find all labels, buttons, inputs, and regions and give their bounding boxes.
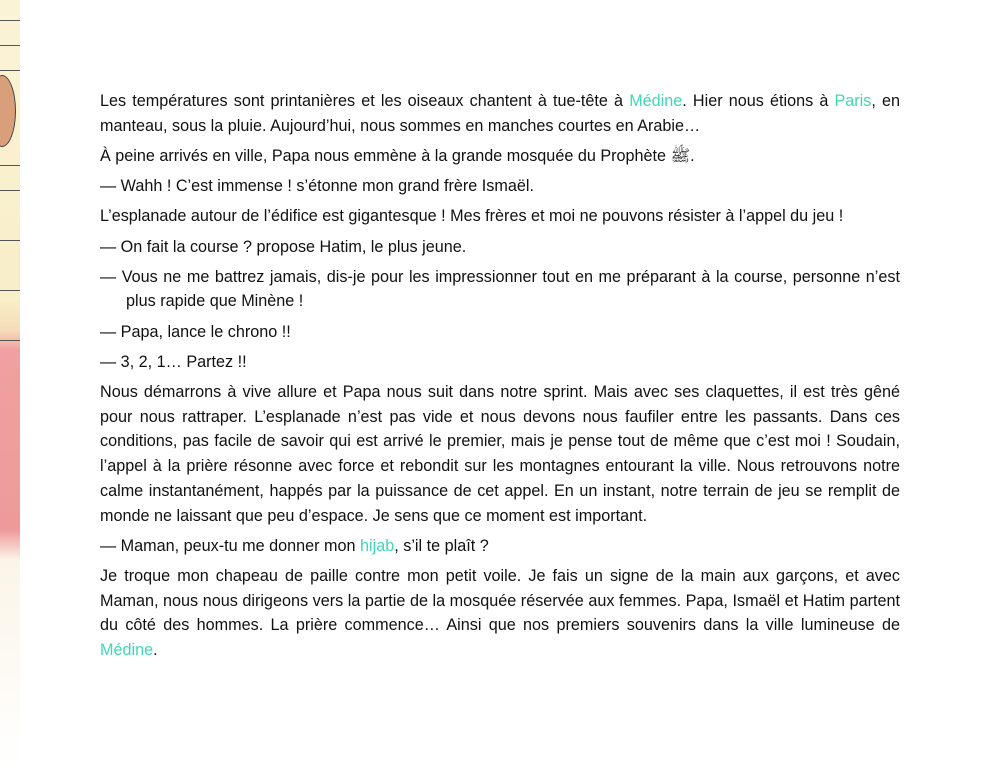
illustration-line <box>0 340 20 341</box>
paragraph <box>100 144 900 169</box>
paragraph <box>100 89 900 138</box>
illustration-line <box>0 70 20 71</box>
text-segment: . Hier nous étions à <box>682 92 835 110</box>
text-segment: — Wahh ! C’est immense ! s’étonne mon grand frère Ismaël. <box>100 177 534 196</box>
text-segment: Les températures sont printanières et les oiseaux chantent à tue-tête à <box>100 92 630 110</box>
text-segment: — On fait la course ? propose Hatim, le plus jeune. <box>100 237 467 256</box>
paragraph <box>100 265 900 314</box>
paragraph <box>100 350 900 375</box>
illustration-line <box>0 165 20 166</box>
paragraph <box>100 564 900 663</box>
text-segment: — Maman, peux-tu me donner mon <box>100 536 361 555</box>
illustration-line <box>0 190 20 191</box>
text-segment: , s’il te plaît ? <box>394 536 489 555</box>
paragraph <box>100 380 900 528</box>
text-segment: , en manteau, sous la pluie. Aujourd’hui, nous sommes en manches courtes en Arabie… <box>100 92 901 135</box>
illustration-line <box>0 45 20 46</box>
paragraph <box>100 235 900 260</box>
illustration-line <box>0 20 20 21</box>
text-segment: — Vous ne me battrez jamais, dis-je pour les impressionner tout en me préparant à la course, personne n’est plus rapide que Minène ! <box>100 267 900 311</box>
highlighted-word: Médine <box>629 92 683 110</box>
text-segment: . <box>153 641 158 660</box>
highlighted-word: hijab <box>360 536 395 555</box>
paragraph <box>100 204 900 229</box>
paragraph <box>100 534 900 559</box>
text-segment: — Papa, lance le chrono !! <box>100 322 291 341</box>
text-segment: Je troque mon chapeau de paille contre mon petit voile. Je fais un signe de la main aux garçons, et avec Maman, nous nous dirigeons vers la partie de la mosquée réservée aux femmes. Papa, Ismaël et Hatim partent du côté des hommes. La prière commence… Ainsi que nos premiers souvenirs dans la ville lumineuse de <box>100 566 900 635</box>
text-segment: L’esplanade autour de l’édifice est gigantesque ! Mes frères et moi ne pouvons résister à l’appel du jeu ! <box>100 207 844 226</box>
illustration-edge <box>0 0 20 769</box>
page-text <box>100 89 900 668</box>
illustration-shape <box>0 75 16 147</box>
paragraph <box>100 174 900 199</box>
illustration-line <box>0 240 20 241</box>
text-segment: — 3, 2, 1… Partez !! <box>100 352 247 371</box>
highlighted-word: Médine <box>100 641 154 660</box>
text-segment: À peine arrivés en ville, Papa nous emmène à la grande mosquée du Prophète ﷺ. <box>100 146 695 165</box>
illustration-line <box>0 290 20 291</box>
paragraph <box>100 320 900 345</box>
highlighted-word: Paris <box>834 92 872 110</box>
text-segment: Nous démarrons à vive allure et Papa nous suit dans notre sprint. Mais avec ses claquettes, il est très gêné pour nous rattraper. L’esplanade n’est pas vide et nous devons nous faufiler entre les passants. Dans ces conditions, pas facile de savoir qui est arrivé le premier, mais je pense tout de même que c’est moi ! Soudain, l’appel à la prière résonne avec force et rebondit sur les montagnes entourant la ville. Nous retrouvons notre calme instantanément, happés par la puissance de cet appel. En un instant, notre terrain de jeu se remplit de monde ne laissant que peu d’espace. Je sens que ce moment est important. <box>100 383 900 525</box>
